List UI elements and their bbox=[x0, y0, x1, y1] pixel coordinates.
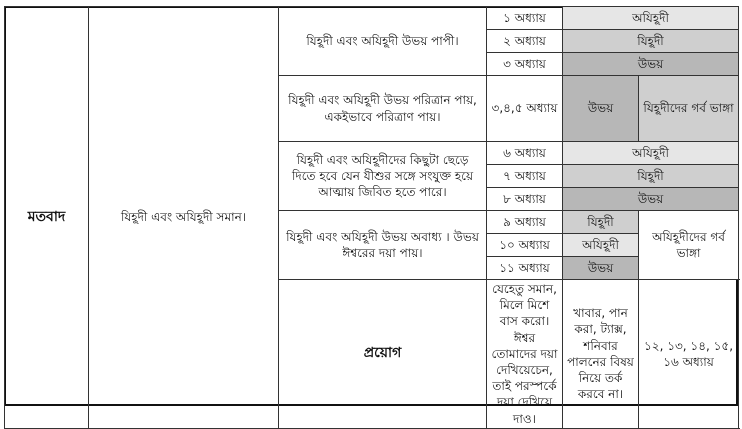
chapter-cell: ১১ অধ্যায় bbox=[487, 257, 563, 280]
chapter-cell: ১২, ১৩, ১৪, ১৫, ১৬ অধ্যায় bbox=[639, 280, 739, 429]
note-cell: যিহূদীদের গর্ব ভাঙ্গা bbox=[639, 76, 739, 142]
statement-both-sinners: যিহূদী এবং অযিহূদী উভয় পাপী। bbox=[279, 7, 487, 76]
table-row bbox=[5, 7, 739, 30]
value-cell: অযিহূদী bbox=[563, 7, 739, 30]
doctrine-summary: যিহূদী এবং অযিহূদী সমান। bbox=[89, 7, 279, 429]
section-label-application: প্রয়োগ bbox=[279, 280, 487, 429]
value-cell: যিহূদী bbox=[563, 211, 639, 234]
chapter-cell: ৬ অধ্যায় bbox=[487, 142, 563, 165]
value-cell: উভয় bbox=[563, 188, 739, 211]
chapter-cell: ২ অধ্যায় bbox=[487, 30, 563, 53]
value-cell: উভয় bbox=[563, 257, 639, 280]
value-cell: যিহূদী bbox=[563, 30, 739, 53]
chapter-cell: ১ অধ্যায় bbox=[487, 7, 563, 30]
value-cell: উভয় bbox=[563, 53, 739, 76]
statement-both-disobedient: যিহূদী এবং অযিহূদী উভয় অবাধ্য । উভয় ঈশ্বরের দয়া পায়। bbox=[279, 211, 487, 280]
note-cell: অযিহূদীদের গর্ব ভাঙ্গা bbox=[639, 211, 739, 280]
chapter-cell: ৩,৪,৫ অধ্যায় bbox=[487, 76, 563, 142]
application-summary: যেহেতু সমান, মিলে মিশে বাস করো। ঈশ্বর তোমাদের দয়া দেখিয়েচেন, তাই পরস্পর্কে দয়া দেখিয়ে দাও। bbox=[487, 280, 563, 429]
chapter-cell: ১০ অধ্যায় bbox=[487, 234, 563, 257]
value-cell: অযিহূদী bbox=[563, 142, 739, 165]
statement-leave-behind: যিহূদী এবং অযিহূদীদের কিছুটা ছেড়ে দিতে হবে যেন যীশুর সঙ্গে সংযুক্ত হয়ে আত্মায় জিবিত হতে পারে। bbox=[279, 142, 487, 211]
value-cell: উভয় bbox=[563, 76, 639, 142]
romans-outline-table bbox=[4, 6, 739, 429]
chapter-cell: ৭ অধ্যায় bbox=[487, 165, 563, 188]
statement-both-saved: যিহূদী এবং অযিহূদী উভয় পরিত্রান পায়, একইভাবে পরিত্রাণ পায়। bbox=[279, 76, 487, 142]
chapter-cell: ৮ অধ্যায় bbox=[487, 188, 563, 211]
value-cell: অযিহূদী bbox=[563, 234, 639, 257]
chapter-cell: ৯ অধ্যায় bbox=[487, 211, 563, 234]
section-label-doctrine: মতবাদ bbox=[5, 7, 89, 429]
value-cell: যিহূদী bbox=[563, 165, 739, 188]
application-statement: খাবার, পান করা, ট্যাক্স, শনিবার পালনের বিষয় নিয়ে তর্ক করবে না। bbox=[563, 280, 639, 429]
chapter-cell: ৩ অধ্যায় bbox=[487, 53, 563, 76]
